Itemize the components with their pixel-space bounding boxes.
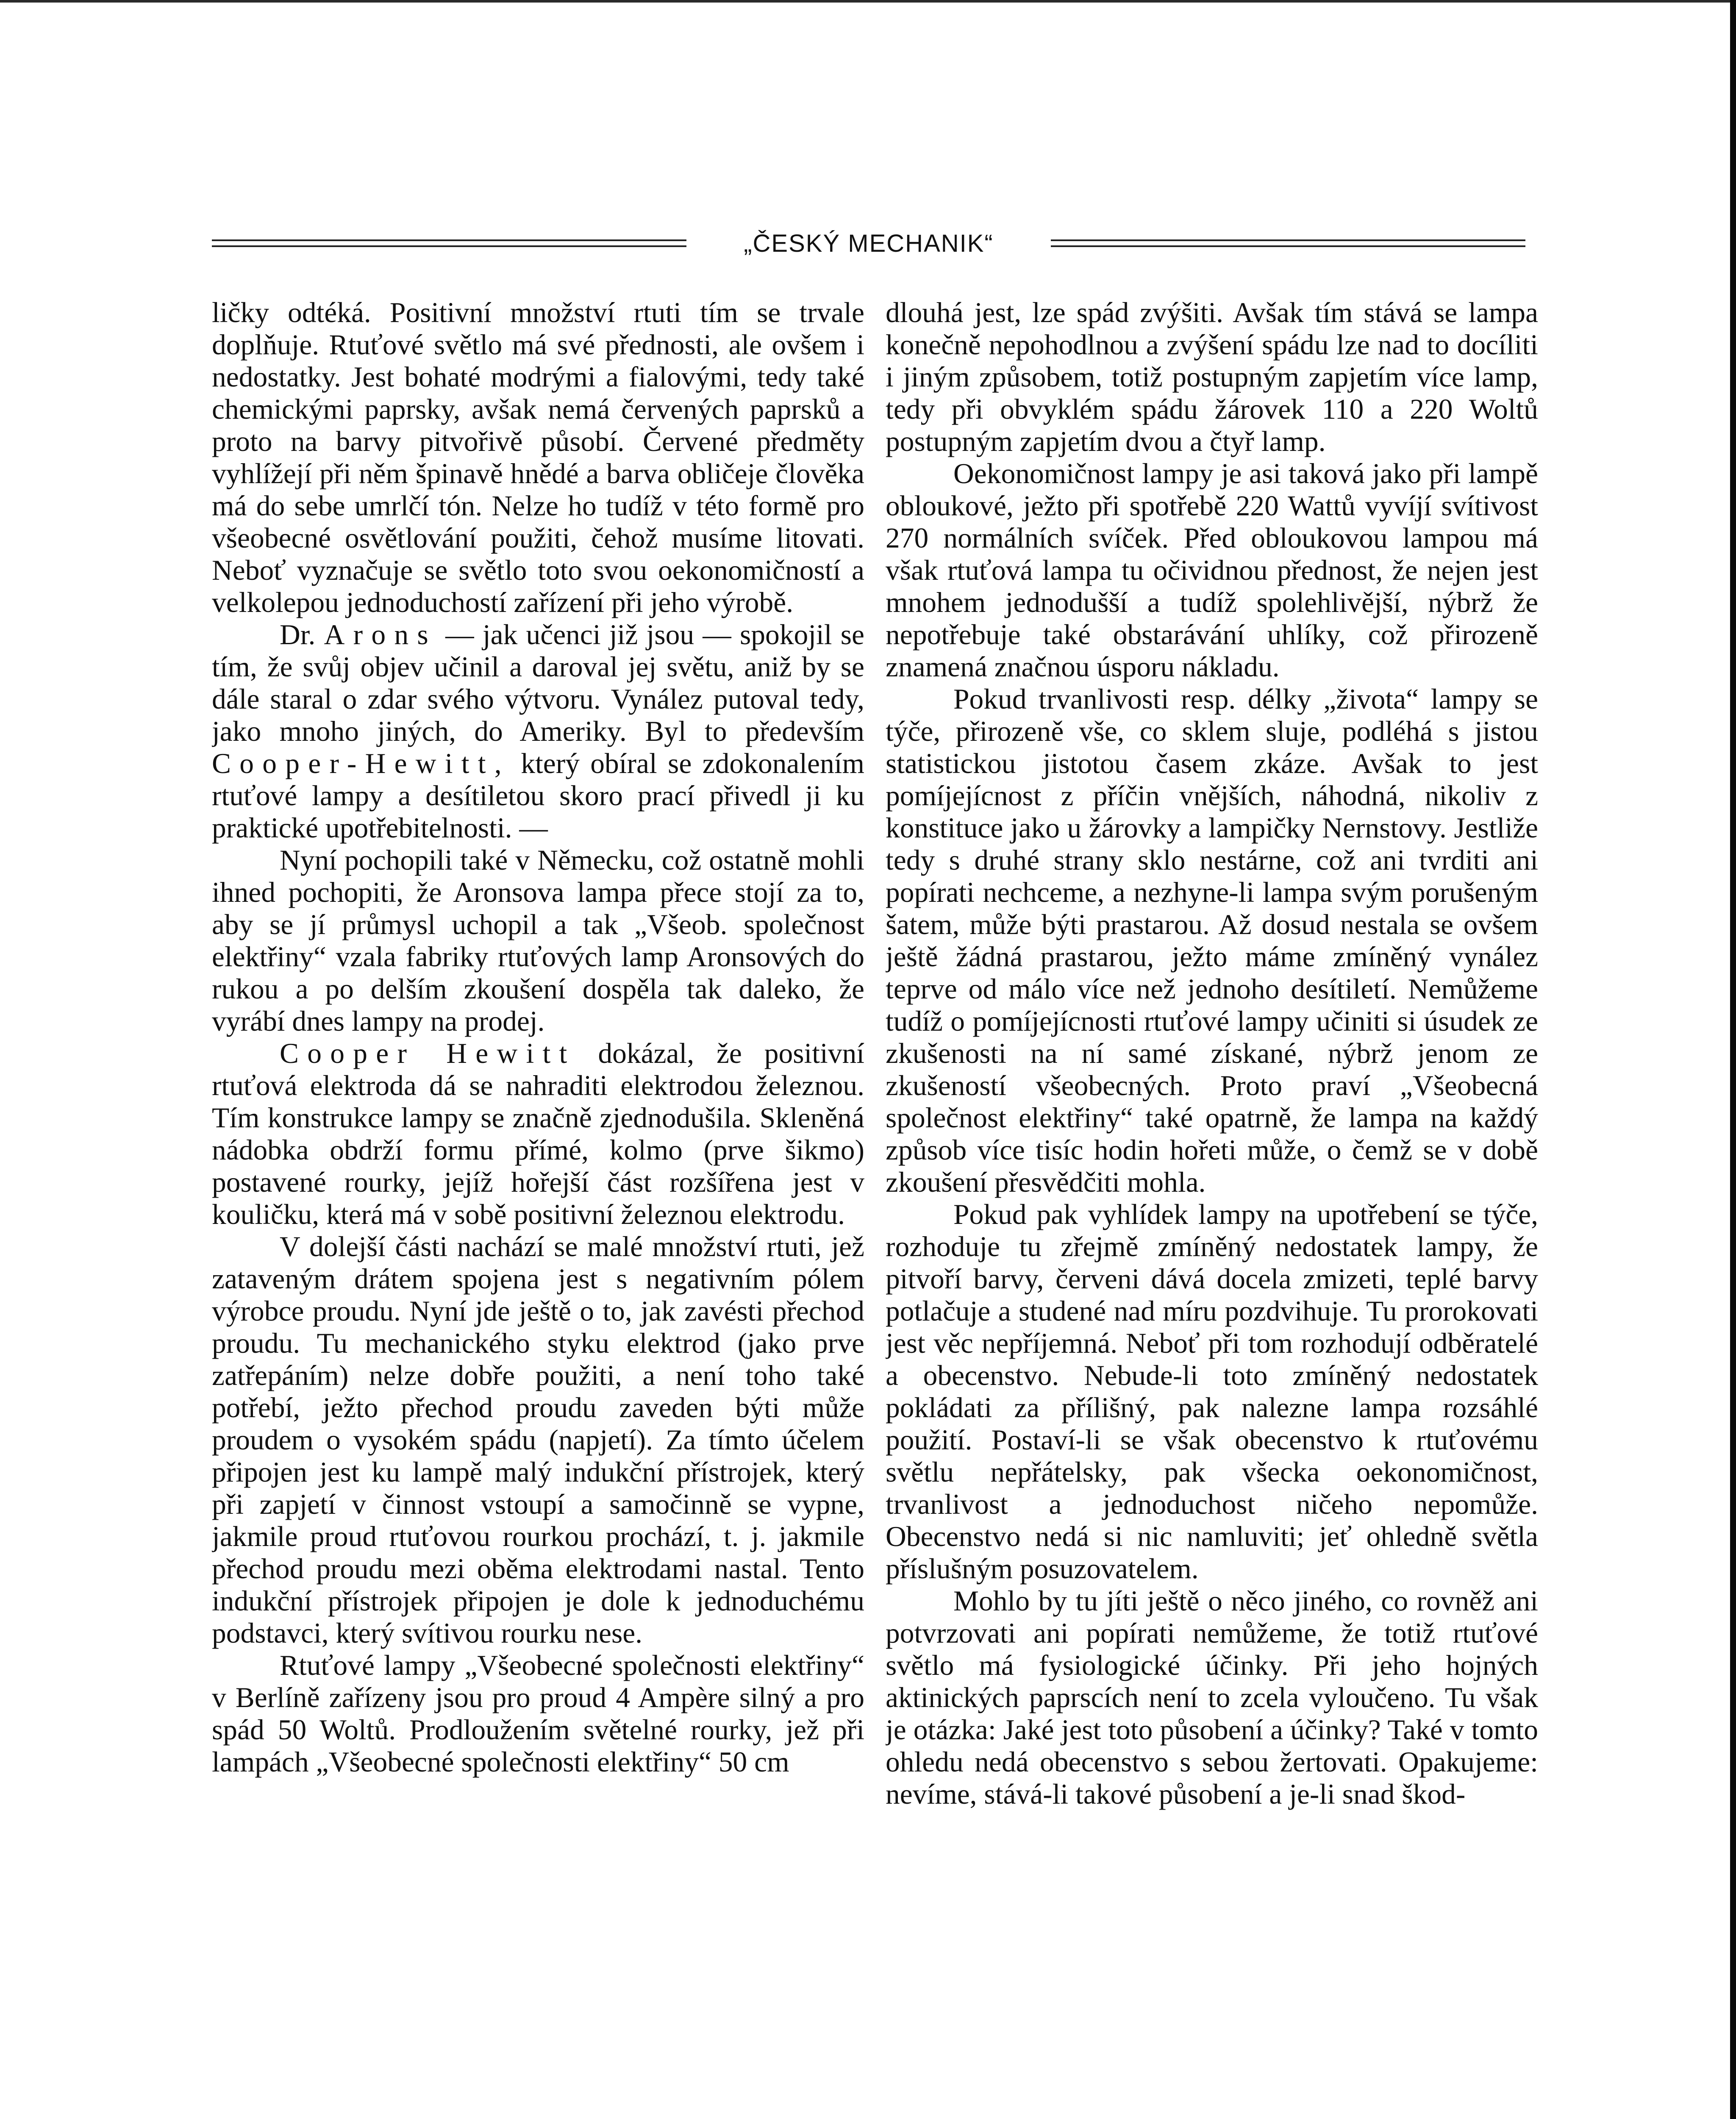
dr-title: Dr. [280, 619, 316, 651]
left-paragraph-2-text-b: který obíral se zdokonalením rtuťové lampy a desítiletou skoro prací přivedl ji ku praktické upotřebitelnosti. — [212, 748, 864, 844]
left-paragraph-4-text: dokázal, že positivní rtuťová elektroda dá se nahraditi elektrodou železnou. Tím konstrukce lampy se značně zjednodušila. Skleněná nádobka obdrží formu přímé, kolmo (prve šikmo) postavené rourky, jejíž hořejší část rozšířena jest v kouličku, která má v sobě positivní železnou elektrodu. [212, 1037, 864, 1230]
scan-border-right [1730, 0, 1736, 2119]
header-rule-left [212, 239, 686, 247]
right-paragraph-5: Mohlo by tu jíti ještě o něco jiného, co rovněž ani potvrzovati ani popírati nemůžeme, že totiž rtuťové světlo má fysiologické účinky. Při jeho hojných aktinických paprscích není to zcela vyloučeno. Tu však je otázka: Jaké jest toto působení a účinky? Také v tomto ohledu nedá obecenstvo s sebou žertovati. Opakujeme: nevíme, stává-li takové působení a je-li snad škod- [886, 1585, 1538, 1810]
right-paragraph-4: Pokud pak vyhlídek lampy na upotřebení se týče, rozhoduje tu zřejmě zmíněný nedostatek lampy, že pitvoří barvy, červeni dává docela zmizeti, teplé barvy potlačuje a studené nad míru pozdvihuje. Tu prorokovati jest věc nepříjemná. Neboť při tom rozhodují odběratelé a obecenstvo. Nebude-li toto zmíněný nedostatek pokládati za přílišný, pak nalezne lampa rozsáhlé použití. Postaví-li se však obecenstvo k rtuťovému světlu nepřátelsky, pak všecka oekonomičnost, trvanlivost a jednoduchost ničeho nepomůže. Obecenstvo nedá si nic namluviti; jeť ohledně světla příslušným posuzovatelem. [886, 1199, 1538, 1585]
header-rule-right [1051, 239, 1525, 247]
left-paragraph-3: Nyní pochopili také v Německu, což ostatně mohli ihned pochopiti, že Aronsova lampa přece stojí za to, aby se jí průmysl uchopil a tak „Všeob. společnost elektřiny“ vzala fabriky rtuťových lamp Aronsových do rukou a po delším zkoušení dospěla tak daleko, že vyrábí dnes lampy na prodej. [212, 844, 864, 1037]
left-paragraph-5: V dolejší části nachází se malé množství rtuti, jež zataveným drátem spojena jest s negativním pólem výrobce proudu. Nyní jde ještě o to, jak zavésti přechod proudu. Tu mechanického styku elektrod (jako prve zatřepáním) nelze dobře použiti, a není toho také potřebí, ježto přechod proudu zaveden býti může proudem o vysokém spádu (napjetí). Za tímto účelem připojen jest ku lampě malý indukční přístrojek, který při zapjetí v činnost vstoupí a samočinně se vypne, jakmile proud rtuťovou rourkou prochází, t. j. jakmile přechod proudu mezi oběma elektrodami nastal. Tento indukční přístrojek připojen je dole k jednoduchému podstavci, který svítivou rourku nese. [212, 1231, 864, 1649]
page-header [212, 227, 1525, 261]
right-column [886, 297, 1538, 2119]
name-arons: Arons [324, 619, 437, 651]
left-paragraph-2 [212, 619, 864, 844]
name-cooper-hewitt-2: Cooper Hewitt [280, 1037, 576, 1069]
right-paragraph-2: Oekonomičnost lampy je asi taková jako při lampě obloukové, ježto při spotřebě 220 Wattů vyvíjí svítivost 270 normálních svíček. Před obloukovou lampou má však rtuťová lampa tu očividnou přednost, že nejen jest mnohem jednodušší a tudíž spolehlivější, nýbrž že nepotřebuje také obstarávání uhlíky, což přirozeně znamená značnou úsporu nákladu. [886, 458, 1538, 683]
name-cooper-hewitt: Cooper-Hewitt, [212, 748, 510, 779]
left-paragraph-6: Rtuťové lampy „Všeobecné společnosti elektřiny“ v Berlíně zařízeny jsou pro proud 4 Ampère silný a pro spád 50 Woltů. Prodloužením světelné rourky, jež při lampách „Všeobecné společnosti elektřiny“ 50 cm [212, 1649, 864, 1778]
running-title: „ČESKÝ MECHANIK“ [744, 230, 994, 257]
left-paragraph-2-text-a: — jak učenci již jsou — spokojil se tím, že svůj objev učinil a daroval jej světu, aniž by se dále staral o zdar svého výtvoru. Vynález putoval tedy, jako mnoho jiných, do Ameriky. Byl to především [212, 619, 864, 747]
left-paragraph-4 [212, 1037, 864, 1231]
right-paragraph-3: Pokud trvanlivosti resp. délky „života“ lampy se týče, přirozeně vše, co sklem sluje, podléhá s jistou statistickou jistotou časem zkáze. Avšak to jest pomíjejícnost z příčin vnějších, náhodná, nikoliv z konstituce jako u žárovky a lampičky Nernstovy. Jestliže tedy s druhé strany sklo nestárne, což ani tvrditi ani popírati nechceme, a nezhyne-li lampa svým porušeným šatem, může býti prastarou. Až dosud nestala se ovšem ještě žádná prastarou, ježto máme zmíněný vynález teprve od málo více než jednoho desítiletí. Nemůžeme tudíž o pomíjejícnosti rtuťové lampy učiniti si úsudek ze zkušenosti na ní samé získané, nýbrž jenom ze zkušeností všeobecných. Proto praví „Všeobecná společnost elektřiny“ také opatrně, že lampa na každý způsob více tisíc hodin hořeti může, o čemž se v době zkoušení přesvědčiti mohla. [886, 683, 1538, 1198]
right-paragraph-1: dlouhá jest, lze spád zvýšiti. Avšak tím stává se lampa konečně nepohodlnou a zvýšení spádu lze nad to docíliti i jiným způsobem, totiž postupným zapjetím více lamp, tedy při obvyklém spádu žárovek 110 a 220 Woltů postupným zapjetím dvou a čtyř lamp. [886, 297, 1538, 457]
left-column [212, 297, 864, 2119]
scan-border-top [0, 0, 1736, 3]
left-paragraph-1: ličky odtéká. Positivní množství rtuti tím se trvale doplňuje. Rtuťové světlo má své přednosti, ale ovšem i nedostatky. Jest bohaté modrými a fialovými, tedy také chemickými paprsky, avšak nemá červených paprsků a proto na barvy pitvořivě působí. Červené předměty vyhlížejí při něm špinavě hnědé a barva obličeje člověka má do sebe umrlčí tón. Nelze ho tudíž v této formě pro všeobecné osvětlování použiti, čehož musíme litovati. Neboť vyznačuje se světlo toto svou oekonomičností a velkolepou jednoduchostí zařízení při jeho výrobě. [212, 297, 864, 618]
